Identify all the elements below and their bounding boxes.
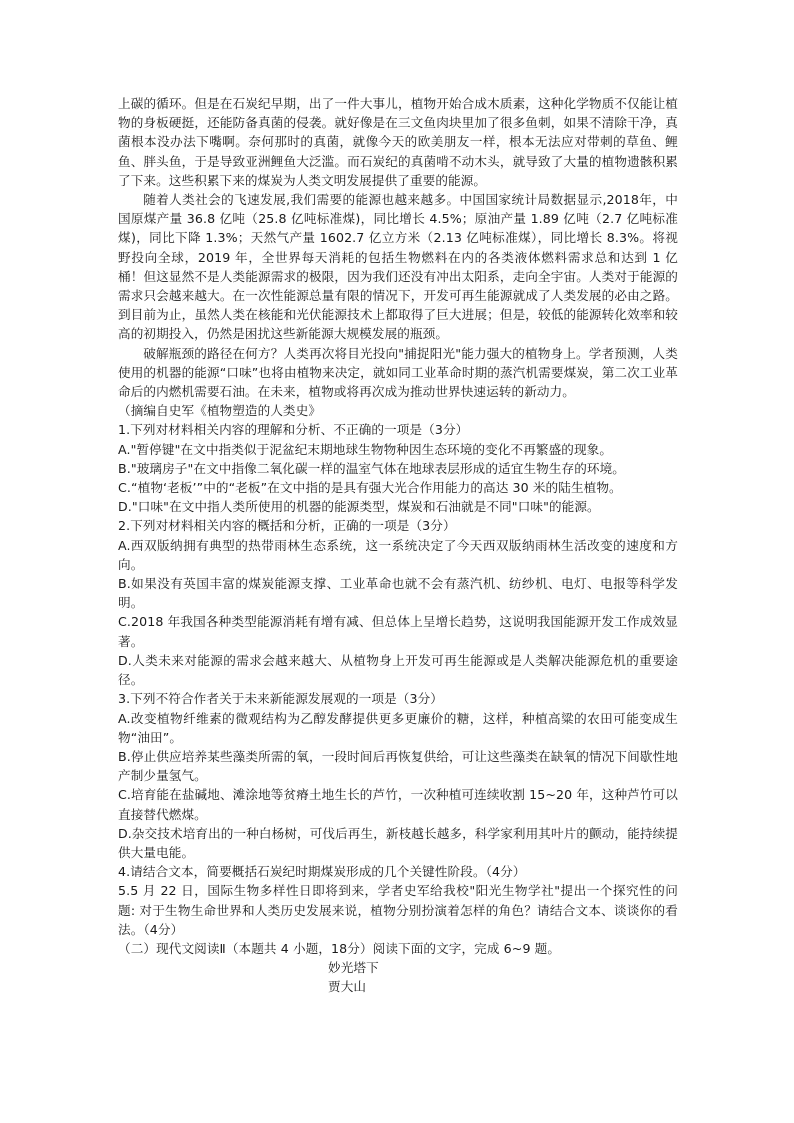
story-title: 妙光塔下 <box>328 960 379 976</box>
question-3-option-b: B.停止供应培养某些藻类所需的氧，一段时间后再恢复供给，可让这些藻类在缺氧的情况下间歇性地产制少量氢气。 <box>118 748 678 784</box>
passage-paragraph-3: 破解瓶颈的路径在何方？人类再次将目光投向"捕捉阳光"能力强大的植物身上。学者预测，人类使用的机器的能源“口味”也将由植物来决定，就如同工业革命时期的蒸汽机需要煤炭，第二次工业革命后的内燃机需要石油。在未来，植物或将再次成为推动世界快速运转的新动力。 <box>118 345 678 400</box>
question-2-option-c: C.2018 年我国各种类型能源消耗有增有减、但总体上呈增长趋势，这说明我国能源开发工作成效显著。 <box>118 614 678 649</box>
document-body <box>118 94 678 997</box>
question-2-option-b: B.如果没有英国丰富的煤炭能源支撑、工业革命也就不会有蒸汽机、纺纱机、电灯、电报等科学发明。 <box>118 576 678 611</box>
question-1-option-a: A."暂停键"在文中指类似于泥盆纪末期地球生物物种因生态环境的变化不再繁盛的现象。 <box>118 441 613 457</box>
section-2-heading: （二）现代文阅读Ⅱ（本题共 4 小题，18分）阅读下面的文字，完成 6~9 题。 <box>118 940 561 956</box>
passage-paragraph-1: 上碳的循环。但是在石炭纪早期，出了一件大事儿，植物开始合成木质素，这种化学物质不仅能让植物的身板硬挺，还能防备真菌的侵袭。就好像是在三文鱼肉块里加了很多鱼刺，如果不清除干净，真菌根本没办法下嘴啊。奈何那时的真菌，就像今天的欧美朋友一样，根本无法应对带刺的草鱼、鲤鱼、胖头鱼，于是导致亚洲鲤鱼大泛滥。而石炭纪的真菌啃不动木头，就导致了大量的植物遗骸积累了下来。这些积累下来的煤炭为人类文明发展提供了重要的能源。 <box>118 96 678 188</box>
question-1-option-c: C.“植物‘老板’”中的“老板”在文中指的是具有强大光合作用能力的高达 30 米的陆生植物。 <box>118 480 622 496</box>
question-2-option-d: D.人类未来对能源的需求会越来越大、从植物身上开发可再生能源或是人类解决能源危机的重要途径。 <box>118 652 678 688</box>
question-2-stem: 2.下列对材料相关内容的概括和分析，正确的一项是（3分） <box>118 518 456 534</box>
question-3-option-c: C.培育能在盐碱地、滩涂地等贫瘠土地生长的芦竹，一次种植可连续收割 15~20 年，这种芦竹可以直接替代燃煤。 <box>118 787 678 822</box>
question-3-option-a: A.改变植物纤维素的微观结构为乙醇发酵提供更多更廉价的糖，这样，种植高粱的农田可能变成生物“油田”。 <box>118 710 678 745</box>
question-5: 5.5 月 22 日，国际生物多样性日即将到来，学者史军给我校"阳光生物学社"提出一个探究性的问题: 对于生物生命世界和人类历史发展来说，植物分别扮演着怎样的角色？请结合文本、谈谈你的看法。（4分） <box>118 883 678 937</box>
question-3-stem: 3.下列不符合作者关于未来新能源发展观的一项是（3分） <box>118 691 443 707</box>
question-2-option-a: A.西双版纳拥有典型的热带雨林生态系统，这一系统决定了今天西双版纳雨林生活改变的速度和方向。 <box>118 537 678 572</box>
question-1-option-d: D."口味"在文中指人类所使用的机器的能源类型，煤炭和石油就是不同"口味"的能源。 <box>118 499 600 515</box>
question-1-stem: 1.下列对材料相关内容的理解和分析、不正确的一项是（3分） <box>118 422 469 438</box>
question-1-option-b: B."玻璃房子"在文中指像二氧化碳一样的温室气体在地球表层形成的适宜生物生存的环境。 <box>118 460 625 476</box>
story-author: 贾大山 <box>328 979 367 995</box>
passage-paragraph-2: 随着人类社会的飞速发展,我们需要的能源也越来越多。中国国家统计局数据显示,2018年，中国原煤产量 36.8 亿吨（25.8 亿吨标准煤)，同比增长 4.5%；原油产量 1.89 亿吨（2.7 亿吨标准煤)，同比下降 1.3%；天然气产量 1602.7 亿立方米（2.13 亿吨标准煤），同比增长 8.3%。将视野投向全球，2019 年，全世界每天消耗的包括生物燃料在内的各类液体燃料需求总和达到 1 亿桶！但这显然不是人类能源需求的极限，因为我们还没有冲出太阳系，走向全宇宙。人类对于能源的需求只会越来越大。在一次性能源总量有限的情况下，开发可再生能源就成了人类发展的必由之路。到目前为止，虽然人类在核能和光伏能源技术上都取得了巨大进展；但是，较低的能源转化效率和较高的初期投入，仍然是困扰这些新能源大规模发展的瓶颈。 <box>118 192 678 342</box>
passage-source: （摘编自史军《植物塑造的人类史》 <box>118 403 322 419</box>
question-4: 4.请结合文本，简要概括石炭纪时期煤炭形成的几个关键性阶段。（4分） <box>118 864 526 880</box>
question-3-option-d: D.杂交技术培育出的一种白杨树，可伐后再生，新枝越长越多，科学家利用其叶片的颤动，能持续提供大量电能。 <box>118 825 678 860</box>
